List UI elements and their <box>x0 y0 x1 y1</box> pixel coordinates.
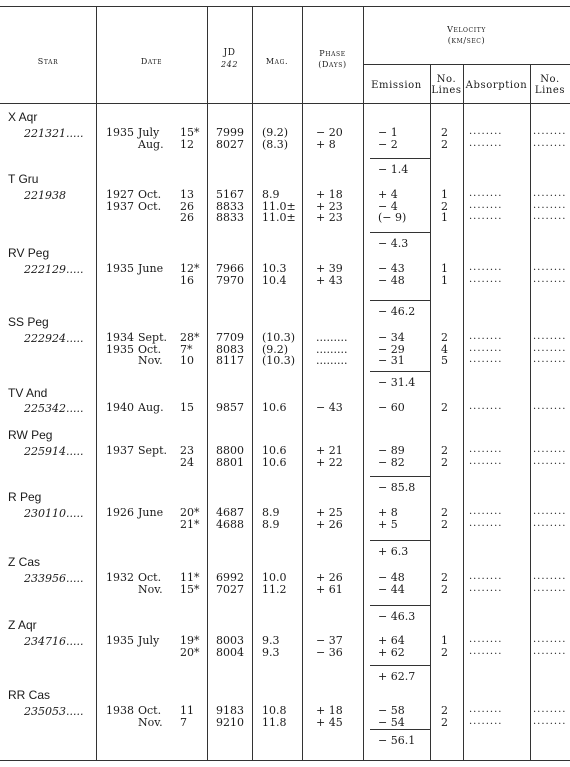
star-name: X Aqr <box>8 110 38 124</box>
obs-lines: 2 <box>441 455 448 469</box>
obs-phase: + 22 <box>316 455 343 469</box>
obs-year: 1940 <box>106 401 134 414</box>
obs-lines: 2 <box>441 506 448 519</box>
obs-phase: + 21 <box>316 444 343 457</box>
obs-day: 15 <box>180 401 194 414</box>
obs-lines2-dots: ........ <box>533 645 567 657</box>
obs-jd: 9857 <box>216 401 244 414</box>
obs-jd: 7709 <box>216 331 244 344</box>
obs-phase: − 20 <box>316 126 343 139</box>
col-divider <box>530 64 531 761</box>
obs-month: Sept. <box>138 444 168 457</box>
mean-rule <box>370 371 430 372</box>
obs-lines: 1 <box>441 273 448 287</box>
obs-emission: + 64 <box>378 634 405 647</box>
obs-day: 13 <box>180 188 194 201</box>
obs-mag: (10.3) <box>262 354 296 367</box>
obs-lines2-dots: ........ <box>533 444 567 455</box>
obs-day: 12 <box>180 137 194 151</box>
mean-velocity: − 46.2 <box>378 305 416 318</box>
star-name: Z Aqr <box>8 618 37 632</box>
obs-year: 1937 <box>106 444 134 457</box>
obs-emission: − 2 <box>378 137 398 151</box>
obs-phase: ......... <box>316 342 348 356</box>
header-date: Date <box>140 57 163 66</box>
obs-emission: − 89 <box>378 444 405 457</box>
obs-jd: 7999 <box>216 126 244 139</box>
obs-lines: 2 <box>441 571 448 584</box>
obs-day: 15* <box>180 126 200 139</box>
obs-mag: 10.6 <box>262 455 287 469</box>
obs-day: 11 <box>180 704 194 717</box>
obs-lines2-dots: ........ <box>533 715 567 727</box>
mean-velocity: + 6.3 <box>378 545 409 558</box>
obs-lines: 1 <box>441 211 448 224</box>
obs-day: 16 <box>180 273 194 287</box>
header-mag: Mag. <box>265 57 289 66</box>
obs-phase: + 23 <box>316 211 343 224</box>
obs-month: Oct. <box>138 188 162 201</box>
obs-phase: + 8 <box>316 137 336 151</box>
obs-lines: 5 <box>441 354 448 367</box>
star-number: 235053..... <box>24 705 84 718</box>
header-jd-sub: 242 <box>220 60 239 69</box>
obs-emission: − 43 <box>378 262 405 275</box>
obs-absorption-dots: ........ <box>469 401 503 412</box>
obs-mag: 10.6 <box>262 401 287 414</box>
header-no-lines2: No. <box>540 74 560 85</box>
obs-jd: 9210 <box>216 715 244 729</box>
obs-mag: 10.0 <box>262 571 287 584</box>
obs-day: 26 <box>180 199 194 213</box>
obs-jd: 8083 <box>216 342 244 356</box>
header-no-lines-sub: Lines <box>431 85 462 96</box>
obs-absorption-dots: ........ <box>469 137 503 149</box>
obs-day: 24 <box>180 455 194 469</box>
obs-emission: − 44 <box>378 582 405 596</box>
obs-jd: 8800 <box>216 444 244 457</box>
obs-mag: 8.9 <box>262 517 280 531</box>
obs-day: 12* <box>180 262 200 275</box>
obs-mag: 8.9 <box>262 188 280 201</box>
obs-mag: 9.3 <box>262 645 280 659</box>
mean-velocity: − 46.3 <box>378 610 416 623</box>
obs-jd: 9183 <box>216 704 244 717</box>
obs-jd: 7970 <box>216 273 244 287</box>
obs-lines2-dots: ........ <box>533 401 567 412</box>
obs-mag: 10.4 <box>262 273 287 287</box>
obs-phase: ......... <box>316 331 348 344</box>
obs-lines2-dots: ........ <box>533 571 567 582</box>
header-phase: Phase <box>319 49 346 58</box>
obs-lines2-dots: ........ <box>533 704 567 715</box>
header-no-lines: No. <box>436 74 457 85</box>
obs-phase: ......... <box>316 354 348 367</box>
obs-day: 7* <box>180 342 193 356</box>
obs-mag: 11.0± <box>262 199 296 213</box>
obs-lines: 2 <box>441 444 448 457</box>
obs-mag: 10.8 <box>262 704 287 717</box>
obs-phase: + 18 <box>316 704 343 717</box>
mean-rule <box>370 232 430 233</box>
obs-jd: 8004 <box>216 645 244 659</box>
obs-year: 1932 <box>106 571 134 584</box>
obs-day: 23 <box>180 444 194 457</box>
mean-velocity: + 62.7 <box>378 670 416 683</box>
obs-jd: 8117 <box>216 354 244 367</box>
obs-year: 1937 <box>106 199 134 213</box>
header-lines2-block <box>530 74 570 96</box>
obs-lines: 2 <box>441 704 448 717</box>
obs-emission: − 29 <box>378 342 405 356</box>
obs-absorption-dots: ........ <box>469 634 503 645</box>
mean-velocity: − 85.8 <box>378 481 416 494</box>
star-number: 221321..... <box>24 127 84 140</box>
obs-lines2-dots: ........ <box>533 262 567 273</box>
obs-emission: + 62 <box>378 645 405 659</box>
obs-lines: 2 <box>441 126 448 139</box>
star-name: RV Peg <box>8 246 50 260</box>
col-divider <box>302 6 303 761</box>
obs-jd: 8003 <box>216 634 244 647</box>
star-name: RW Peg <box>8 428 53 442</box>
col-divider <box>463 64 464 761</box>
obs-jd: 8801 <box>216 455 244 469</box>
obs-month: Oct. <box>138 342 162 356</box>
star-name: Z Cas <box>8 555 41 569</box>
obs-mag: 9.3 <box>262 634 280 647</box>
obs-emission: + 8 <box>378 506 398 519</box>
obs-emission: − 82 <box>378 455 405 469</box>
mean-rule <box>370 729 430 730</box>
obs-lines2-dots: ........ <box>533 506 567 517</box>
top-rule <box>0 6 570 7</box>
obs-day: 19* <box>180 634 200 647</box>
header-absorption: Absorption <box>465 80 528 91</box>
obs-month: Nov. <box>138 354 163 367</box>
mean-velocity: − 4.3 <box>378 237 409 250</box>
obs-day: 20* <box>180 506 200 519</box>
col-divider <box>207 6 208 761</box>
obs-phase: + 23 <box>316 199 343 213</box>
obs-lines2-dots: ........ <box>533 582 567 594</box>
obs-lines2-dots: ........ <box>533 199 567 211</box>
header-emission: Emission <box>371 80 422 91</box>
obs-year: 1935 <box>106 342 134 356</box>
obs-year: 1935 <box>106 126 134 139</box>
obs-jd: 4688 <box>216 517 244 531</box>
obs-month: July <box>138 126 160 139</box>
header-no-lines2-sub: Lines <box>534 85 566 96</box>
obs-mag: 11.0± <box>262 211 296 224</box>
obs-month: July <box>138 634 160 647</box>
obs-jd: 4687 <box>216 506 244 519</box>
star-number: 221938 <box>24 189 66 202</box>
obs-month: Oct. <box>138 704 162 717</box>
bottom-rule <box>0 760 570 761</box>
header-jd-block <box>207 48 252 70</box>
obs-absorption-dots: ........ <box>469 199 503 211</box>
obs-lines2-dots: ........ <box>533 342 567 354</box>
obs-month: Sept. <box>138 331 168 344</box>
obs-month: June <box>138 262 164 275</box>
obs-lines2-dots: ........ <box>533 455 567 467</box>
obs-absorption-dots: ........ <box>469 645 503 657</box>
mean-rule <box>370 605 430 606</box>
obs-absorption-dots: ........ <box>469 704 503 715</box>
obs-lines: 2 <box>441 331 448 344</box>
obs-jd: 5167 <box>216 188 244 201</box>
obs-year: 1926 <box>106 506 134 519</box>
obs-emission: − 4 <box>378 199 398 213</box>
obs-emission: + 4 <box>378 188 398 201</box>
obs-lines: 2 <box>441 582 448 596</box>
header-rule <box>0 103 570 104</box>
mean-rule <box>370 665 430 666</box>
obs-lines2-dots: ........ <box>533 331 567 342</box>
obs-day: 21* <box>180 517 200 531</box>
star-number: 225914..... <box>24 445 84 458</box>
obs-lines: 1 <box>441 188 448 201</box>
obs-phase: + 26 <box>316 517 343 531</box>
obs-year: 1927 <box>106 188 134 201</box>
obs-emission: − 31 <box>378 354 405 367</box>
obs-lines2-dots: ........ <box>533 211 567 222</box>
obs-mag: (9.2) <box>262 126 289 139</box>
obs-lines: 2 <box>441 517 448 531</box>
obs-lines: 2 <box>441 401 448 414</box>
obs-mag: (10.3) <box>262 331 296 344</box>
obs-absorption-dots: ........ <box>469 444 503 455</box>
obs-lines2-dots: ........ <box>533 137 567 149</box>
star-number: 230110..... <box>24 507 84 520</box>
obs-lines2-dots: ........ <box>533 126 567 137</box>
obs-emission: − 34 <box>378 331 405 344</box>
obs-absorption-dots: ........ <box>469 262 503 273</box>
mean-velocity: − 31.4 <box>378 376 416 389</box>
obs-emission: − 48 <box>378 273 405 287</box>
obs-year: 1934 <box>106 331 134 344</box>
obs-year: 1935 <box>106 262 134 275</box>
obs-lines2-dots: ........ <box>533 273 567 285</box>
obs-day: 11* <box>180 571 200 584</box>
obs-month: Oct. <box>138 571 162 584</box>
mean-velocity: − 1.4 <box>378 163 409 176</box>
obs-month: Oct. <box>138 199 162 213</box>
header-velocity-block <box>363 24 570 46</box>
obs-day: 10 <box>180 354 194 367</box>
obs-phase: + 43 <box>316 273 343 287</box>
col-divider <box>363 6 364 761</box>
obs-mag: 8.9 <box>262 506 280 519</box>
star-number: 225342..... <box>24 402 84 415</box>
header-lines-block <box>430 74 463 96</box>
star-name: TV And <box>8 386 48 400</box>
obs-absorption-dots: ........ <box>469 126 503 137</box>
obs-month: Aug. <box>138 401 164 414</box>
obs-jd: 8833 <box>216 211 244 224</box>
star-name: T Gru <box>8 172 39 186</box>
obs-jd: 7966 <box>216 262 244 275</box>
obs-lines: 1 <box>441 262 448 275</box>
col-divider <box>252 6 253 761</box>
mean-rule <box>370 476 430 477</box>
obs-emission: − 1 <box>378 126 398 139</box>
obs-mag: (9.2) <box>262 342 289 356</box>
obs-emission: − 58 <box>378 704 405 717</box>
obs-mag: 11.8 <box>262 715 287 729</box>
star-number: 222129..... <box>24 263 84 276</box>
col-divider <box>96 6 97 761</box>
obs-mag: 11.2 <box>262 582 287 596</box>
mean-velocity: − 56.1 <box>378 734 416 747</box>
mean-rule <box>370 158 430 159</box>
obs-mag: 10.6 <box>262 444 287 457</box>
obs-absorption-dots: ........ <box>469 517 503 529</box>
obs-jd: 8833 <box>216 199 244 213</box>
obs-absorption-dots: ........ <box>469 211 503 222</box>
obs-phase: − 37 <box>316 634 343 647</box>
obs-month: June <box>138 506 164 519</box>
header-phase-sub: (Days) <box>318 60 347 69</box>
obs-absorption-dots: ........ <box>469 506 503 517</box>
star-number: 233956..... <box>24 572 84 585</box>
obs-absorption-dots: ........ <box>469 571 503 582</box>
obs-lines2-dots: ........ <box>533 188 567 199</box>
obs-lines: 2 <box>441 137 448 151</box>
obs-absorption-dots: ........ <box>469 188 503 199</box>
obs-emission: + 5 <box>378 517 398 531</box>
obs-phase: + 39 <box>316 262 343 275</box>
header-phase-block <box>302 48 363 70</box>
obs-jd: 7027 <box>216 582 244 596</box>
obs-lines: 2 <box>441 199 448 213</box>
obs-absorption-dots: ........ <box>469 455 503 467</box>
obs-emission: − 48 <box>378 571 405 584</box>
star-name: RR Cas <box>8 688 51 702</box>
obs-year: 1935 <box>106 634 134 647</box>
obs-phase: + 26 <box>316 571 343 584</box>
star-number: 222924..... <box>24 332 84 345</box>
obs-phase: − 36 <box>316 645 343 659</box>
star-name: SS Peg <box>8 315 49 329</box>
obs-absorption-dots: ........ <box>469 582 503 594</box>
obs-mag: (8.3) <box>262 137 289 151</box>
obs-day: 15* <box>180 582 200 596</box>
obs-absorption-dots: ........ <box>469 273 503 285</box>
obs-jd: 8027 <box>216 137 244 151</box>
header-velocity-sub: (km/sec) <box>447 36 486 45</box>
obs-day: 28* <box>180 331 200 344</box>
obs-lines: 1 <box>441 634 448 647</box>
obs-emission: (− 9) <box>378 211 407 224</box>
obs-emission: − 60 <box>378 401 405 414</box>
obs-lines2-dots: ........ <box>533 354 567 365</box>
obs-mag: 10.3 <box>262 262 287 275</box>
header-jd: JD <box>223 48 236 58</box>
obs-lines: 2 <box>441 715 448 729</box>
obs-phase: − 43 <box>316 401 343 414</box>
obs-phase: + 45 <box>316 715 343 729</box>
obs-absorption-dots: ........ <box>469 342 503 354</box>
obs-year: 1938 <box>106 704 134 717</box>
star-number: 234716..... <box>24 635 84 648</box>
col-divider <box>430 64 431 761</box>
obs-jd: 6992 <box>216 571 244 584</box>
header-star: Star <box>37 57 59 66</box>
mean-rule <box>370 540 430 541</box>
obs-lines2-dots: ........ <box>533 634 567 645</box>
obs-phase: + 18 <box>316 188 343 201</box>
mean-rule <box>370 300 430 301</box>
obs-lines: 2 <box>441 645 448 659</box>
obs-day: 7 <box>180 715 187 729</box>
obs-day: 20* <box>180 645 200 659</box>
obs-absorption-dots: ........ <box>469 354 503 365</box>
obs-emission: − 54 <box>378 715 405 729</box>
header-velocity: Velocity <box>447 25 486 34</box>
obs-phase: + 25 <box>316 506 343 519</box>
obs-absorption-dots: ........ <box>469 715 503 727</box>
star-name: R Peg <box>8 490 42 504</box>
obs-month: Nov. <box>138 715 163 729</box>
obs-absorption-dots: ........ <box>469 331 503 342</box>
obs-day: 26 <box>180 211 194 224</box>
obs-month: Aug. <box>138 137 164 151</box>
obs-phase: + 61 <box>316 582 343 596</box>
obs-month: Nov. <box>138 582 163 596</box>
obs-lines2-dots: ........ <box>533 517 567 529</box>
velocity-subrule <box>363 64 570 65</box>
obs-lines: 4 <box>441 342 448 356</box>
